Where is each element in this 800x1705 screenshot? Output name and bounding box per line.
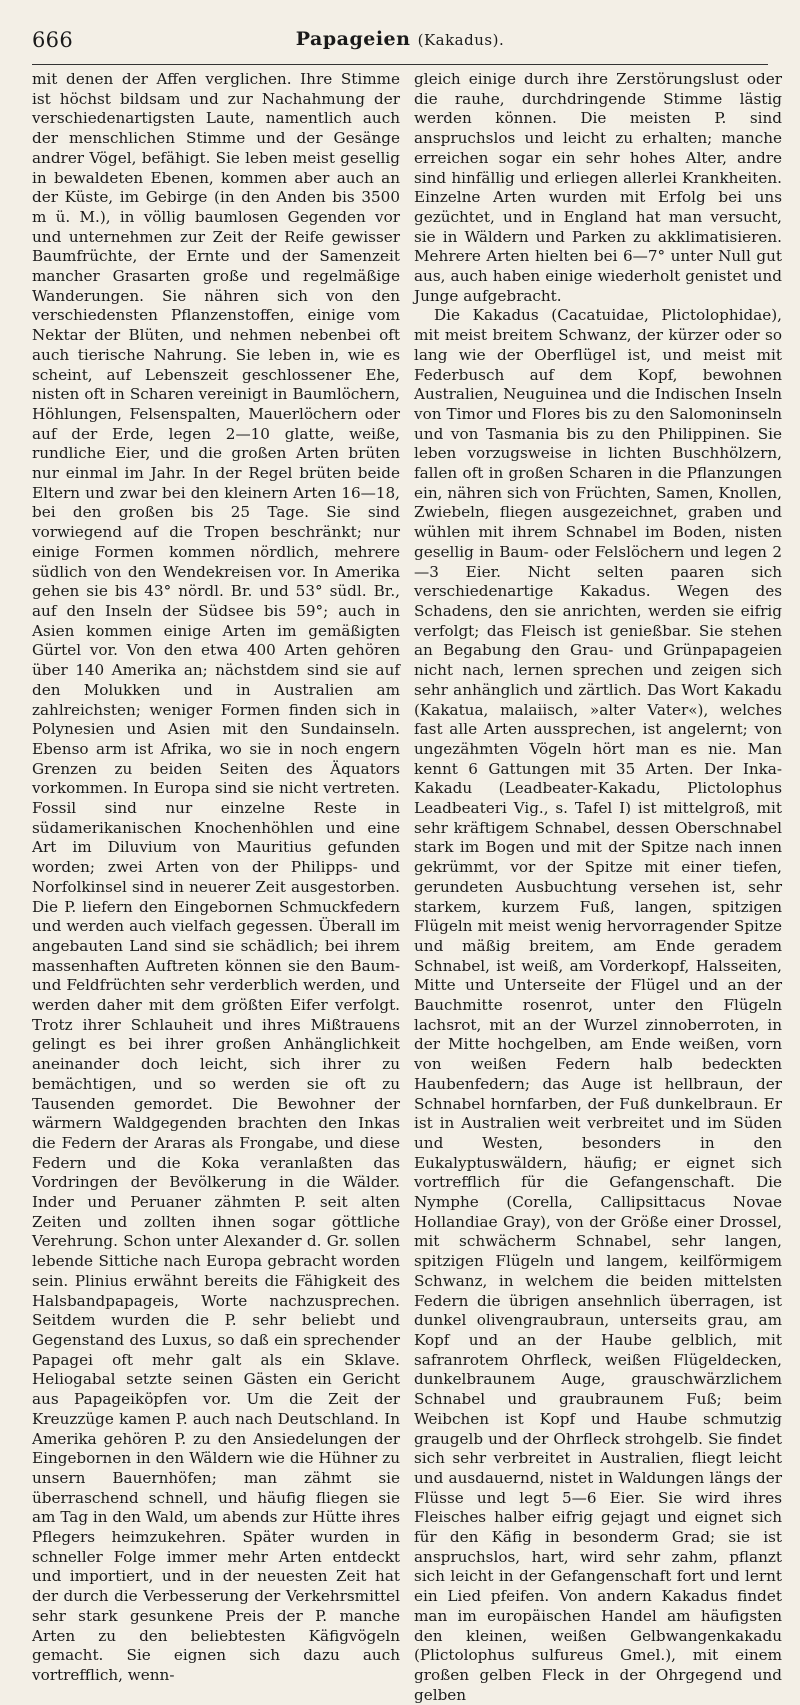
text-columns <box>32 70 782 1704</box>
running-title-main: Papageien <box>295 28 411 50</box>
page-number: 666 <box>32 28 73 52</box>
left-column <box>32 70 400 1684</box>
running-title <box>32 28 768 50</box>
paragraph: gleich einige durch ihre Zerstörungslust oder die rauhe, durchdringende Stimme lästig werden können. Die meisten P. sind anspruchslos und leicht zu erhalten; manche erreichen sogar ein sehr hohes Alter, andre sind hinfällig und erliegen allerlei Krankheiten. Einzelne Arten wurden mit Erfolg bei uns gezüchtet, und in England hat man versucht, sie in Wäldern und Parken zu akklimatisieren. Mehrere Arten hielten bei 6—7° unter Null gut aus, auch haben einige wiederholt genistet und Junge aufgebracht. <box>414 70 782 305</box>
page-header <box>32 20 768 65</box>
paragraph: mit denen der Affen verglichen. Ihre Stimme ist höchst bildsam und zur Nachahmung der verschiedenartigsten Laute, namentlich auch der menschlichen Stimme und der Gesänge andrer Vögel, befähigt. Sie leben meist gesellig in bewaldeten Ebenen, kommen aber auch an der Küste, im Gebirge (in den Anden bis 3500 m ü. M.), in völlig baumlosen Gegenden vor und unternehmen zur Zeit der Reife gewisser Baumfrüchte, der Ernte und der Samenzeit mancher Grasarten große und regelmäßige Wanderungen. Sie nähren sich von den verschiedensten Pflanzenstoffen, einige vom Nektar der Blüten, und nehmen nebenbei oft auch tierische Nahrung. Sie leben in, wie es scheint, auf Lebenszeit geschlossener Ehe, nisten oft in Scharen vereinigt in Baumlöchern, Höhlungen, Felsenspalten, Mauerlöchern oder auf der Erde, legen 2—10 glatte, weiße, rundliche Eier, und die großen Arten brüten nur einmal im Jahr. In der Regel brüten beide Eltern und zwar bei den kleinern Arten 16—18, bei den großen bis 25 Tage. Sie sind vorwiegend auf die Tropen beschränkt; nur einige Formen kommen nördlich, mehrere südlich von den Wendekreisen vor. In Amerika gehen sie bis 43° nördl. Br. und 53° südl. Br., auf den Inseln der Südsee bis 59°; auch in Asien kommen einige Arten im gemäßigten Gürtel vor. Von den etwa 400 Arten gehören über 140 Amerika an; nächstdem sind sie auf den Molukken und in Australien am zahlreichsten; weniger Formen finden sich in Polynesien und Asien mit den Sundainseln. Ebenso arm ist Afrika, wo sie in noch engern Grenzen zu beiden Seiten des Äquators vorkommen. In Europa sind sie nicht vertreten. Fossil sind nur einzelne Reste in südamerikanischen Knochenhöhlen und eine Art im Diluvium von Mauritius gefunden worden; zwei Arten von der Philipps- und Norfolkinsel sind in neuerer Zeit ausgestorben. Die P. liefern den Eingebornen Schmuckfedern und werden auch vielfach gegessen. Überall im angebauten Land sind sie schädlich; bei ihrem massenhaften Auftreten können sie den Baum- und Feldfrüchten sehr verderblich werden, und werden daher mit dem größten Eifer verfolgt. Trotz ihrer Schlauheit und ihres Mißtrauens gelingt es bei ihrer großen Anhänglichkeit aneinander doch leicht, sich ihrer zu bemächtigen, und so werden sie oft zu Tausenden gemordet. Die Bewohner der wärmern Waldgegenden brachten den Inkas die Federn der Araras als Frongabe, und diese Federn und die Koka veranlaßten das Vordringen der Bevölkerung in die Wälder. Inder und Peruaner zähmten P. seit alten Zeiten und zollten ihnen sogar göttliche Verehrung. Schon unter Alexander d. Gr. sollen lebende Sittiche nach Europa gebracht worden sein. Plinius erwähnt bereits die Fähigkeit des Halsbandpapageis, Worte nachzusprechen. Seitdem wurden die P. sehr beliebt und Gegenstand des Luxus, so daß ein sprechender Papagei oft mehr galt als ein Sklave. Heliogabal setzte seinen Gästen ein Gericht aus Papageiköpfen vor. Um die Zeit der Kreuzzüge kamen P. auch nach Deutschland. In Amerika gehören P. zu den Ansiedelungen der Eingebornen in den Wäldern wie die Hühner zu unsern Bauernhöfen; man zähmt sie überraschend schnell, und häufig fliegen sie am Tag in den Wald, um abends zur Hütte ihres Pflegers heimzukehren. Später wurden in schneller Folge immer mehr Arten entdeckt und importiert, und in der neuesten Zeit hat der durch die Verbesserung der Verkehrsmittel sehr stark gesunkene Preis der P. manche Arten zu den beliebtesten Käfigvögeln gemacht. Sie eignen sich dazu auch vortrefflich, wenn- <box>32 70 400 1684</box>
running-title-sub: (Kakadus). <box>417 31 505 49</box>
paragraph: Die Kakadus (Cacatuidae, Plictolophidae), mit meist breitem Schwanz, der kürzer oder so lang wie der Oberflügel ist, und meist mit Federbusch auf dem Kopf, bewohnen Australien, Neuguinea und die Indischen Inseln von Timor und Flores bis zu den Salomoninseln und von Tasmania bis zu den Philippinen. Sie leben vorzugsweise in lichten Buschhölzern, fallen oft in großen Scharen in die Pflanzungen ein, nähren sich von Früchten, Samen, Knollen, Zwiebeln, fliegen ausgezeichnet, graben und wühlen mit ihrem Schnabel im Boden, nisten gesellig in Baum- oder Felslöchern und legen 2—3 Eier. Nicht selten paaren sich verschiedenartige Kakadus. Wegen des Schadens, den sie anrichten, werden sie eifrig verfolgt; das Fleisch ist genießbar. Sie stehen an Begabung den Grau- und Grünpapageien nicht nach, lernen sprechen und zeigen sich sehr anhänglich und zärtlich. Das Wort Kakadu (Kakatua, malaiisch, »alter Vater«), welches fast alle Arten aussprechen, ist angelernt; von ungezähmten Vögeln hört man es nie. Man kennt 6 Gattungen mit 35 Arten. Der Inka-Kakadu (Leadbeater-Kakadu, Plictolophus Leadbeateri Vig., s. Tafel I) ist mittelgroß, mit sehr kräftigem Schnabel, dessen Oberschnabel stark im Bogen und mit der Spitze nach innen gekrümmt, vor der Spitze mit einer tiefen, gerundeten Ausbuchtung versehen ist, sehr starkem, kurzem Fuß, langen, spitzigen Flügeln mit meist wenig hervorragender Spitze und mäßig breitem, am Ende geradem Schnabel, ist weiß, am Vorderkopf, Halsseiten, Mitte und Unterseite der Flügel und an der Bauchmitte rosenrot, unter den Flügeln lachsrot, mit an der Wurzel zinnoberroten, in der Mitte hochgelben, am Ende weißen, vorn von weißen Federn halb bedeckten Haubenfedern; das Auge ist hellbraun, der Schnabel hornfarben, der Fuß dunkelbraun. Er ist in Australien weit verbreitet und im Süden und Westen, besonders in den Eukalyptuswäldern, häufig; er eignet sich vortrefflich für die Gefangenschaft. Die Nymphe (Corella, Callipsittacus Novae Hollandiae Gray), von der Größe einer Drossel, mit schwächerm Schnabel, sehr langen, spitzigen Flügeln und langem, keilförmigem Schwanz, in welchem die beiden mittelsten Federn die übrigen ansehnlich überragen, ist dunkel olivengraubraun, unterseits grau, am Kopf und an der Haube gelblich, mit safranrotem Ohrfleck, weißen Flügeldecken, dunkelbraunem Auge, grauschwärzlichem Schnabel und graubraunem Fuß; beim Weibchen ist Kopf und Haube schmutzig graugelb und der Ohrfleck strohgelb. Sie findet sich sehr verbreitet in Australien, fliegt leicht und ausdauernd, nistet in Waldungen längs der Flüsse und legt 5—6 Eier. Sie wird ihres Fleisches halber eifrig gejagt und eignet sich für den Käfig in besonderm Grad; sie ist anspruchslos, hart, wird sehr zahm, pflanzt sich leicht in der Gefangenschaft fort und lernt ein Lied pfeifen. Von andern Kakadus findet man im europäischen Handel am häufigsten den kleinen, weißen Gelbwangenkakadu (Plictolophus sulfureus Gmel.), mit einem großen gelben Fleck in der Ohrgegend und gelben <box>414 306 782 1704</box>
right-column <box>414 70 782 1704</box>
